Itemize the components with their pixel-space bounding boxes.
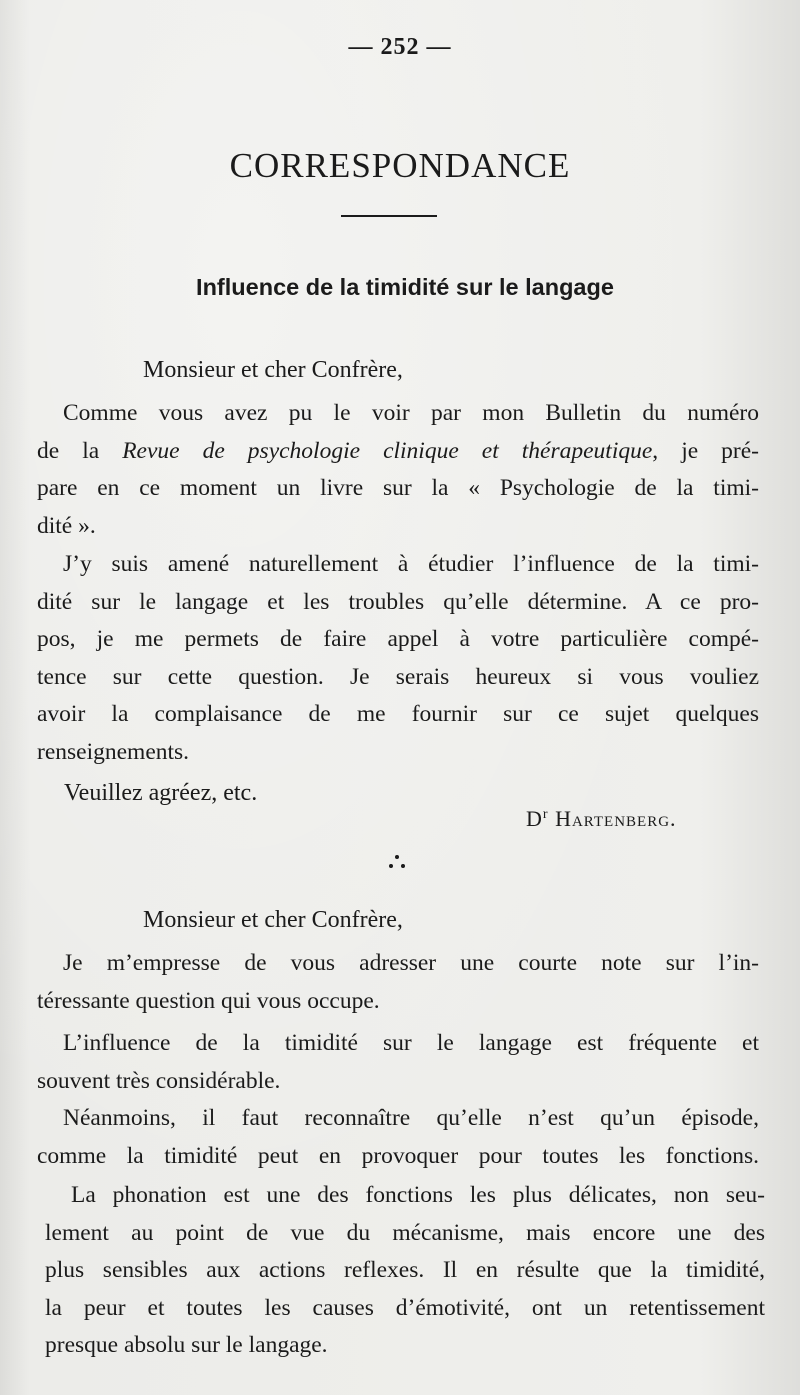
text-line: Je m’empresse de vous adresser une courte note sur l’in- [63,950,759,976]
letter2-paragraph-3 [37,1100,759,1175]
text-line: pare en ce moment un livre sur la « Psychologie de la timi- [37,475,759,501]
letter1-salutation: Monsieur et cher Confrère, [143,357,403,383]
text-line: J’y suis amené naturellement à étudier l’influence de la timi- [63,551,759,577]
letter1-paragraph-1 [37,395,759,545]
letter1-paragraph-2 [37,546,759,771]
letter2-paragraph-2 [37,1025,759,1100]
text-line: avoir la complaisance de me fournir sur ce sujet quelques [37,701,759,727]
text-line: téressante question qui vous occupe. [37,987,380,1014]
signature-title-superscript: r [542,807,549,822]
letter2-salutation: Monsieur et cher Confrère, [143,907,403,933]
text-line: La phonation est une des fonctions les plus délicates, non seu- [71,1182,765,1208]
signature [526,806,677,832]
page-number: — 252 — [348,34,452,60]
text-line: pos, je me permets de faire appel à votre particulière compé- [37,626,759,652]
text-line: comme la timidité peut en provoquer pour toutes les fonctions. [37,1142,759,1169]
title-rule [341,215,437,217]
text-line: souvent très considérable. [37,1067,281,1094]
text-line: Comme vous avez pu le voir par mon Bulletin du numéro [63,400,759,426]
sign-off: Veuillez agréez, etc. [64,780,258,806]
letter2-paragraph-1 [37,945,759,1020]
section-title: CORRESPONDANCE [229,146,571,185]
text-line: lement au point de vue du mécanisme, mais encore une des [45,1219,765,1246]
text-line: tence sur cette question. Je serais heureux si vous vouliez [37,663,759,690]
text-line: de la Revue de psychologie clinique et thérapeutique, je pré- [37,437,760,464]
text-line: plus sensibles aux actions reflexes. Il en résulte que la timidité, [45,1257,765,1283]
signature-title: D [526,806,543,831]
text-line: Néanmoins, il faut reconnaître qu’elle n’est qu’un épisode, [63,1105,759,1131]
text-line: L’influence de la timidité sur le langage est fréquente et [63,1030,759,1056]
text-line: la peur et toutes les causes d’émotivité, ont un retentissement [45,1294,765,1321]
letter2-paragraph-4 [45,1177,765,1365]
signature-name: Hartenberg. [555,806,677,831]
text-line: presque absolu sur le langage. [45,1332,328,1358]
article-title: Influence de la timidité sur le langage [196,274,614,300]
asterism-separator [382,848,412,878]
text-line: dité sur le langage et les troubles qu’elle détermine. A ce pro- [37,588,759,615]
text-line: dité ». [37,512,96,539]
text-line: renseignements. [37,738,190,765]
